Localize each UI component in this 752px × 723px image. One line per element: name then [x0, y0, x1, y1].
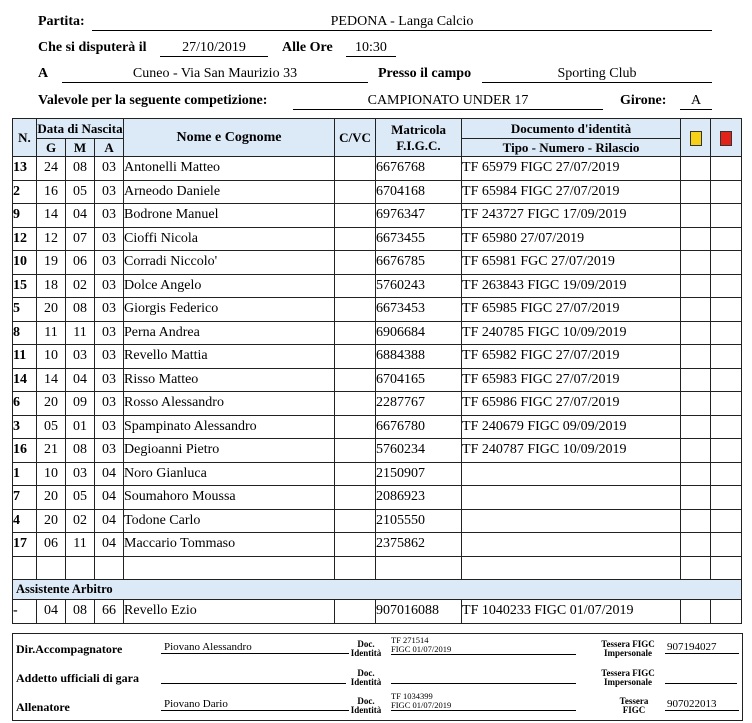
player-name: Bodrone Manuel: [124, 204, 335, 228]
birth-day: 10: [37, 462, 66, 486]
birth-month: 05: [66, 180, 95, 204]
player-documento: TF 65985 FIGC 27/07/2019: [462, 298, 681, 322]
player-number: 17: [13, 533, 37, 557]
table-row: [13, 439, 742, 463]
player-name: Cioffi Nicola: [124, 227, 335, 251]
player-matricola: 6676780: [376, 415, 462, 439]
assistente-yellow: [681, 600, 711, 624]
assistente-documento: TF 1040233 FIGC 01/07/2019: [462, 600, 681, 624]
player-matricola: 2086923: [376, 486, 462, 510]
assistente-m: 08: [66, 600, 95, 624]
birth-year: 04: [95, 509, 124, 533]
player-yellow-card-cell: [681, 180, 711, 204]
birth-month: 11: [66, 321, 95, 345]
birth-day: 24: [37, 157, 66, 181]
birth-year: 04: [95, 533, 124, 557]
birth-month: 03: [66, 462, 95, 486]
date-value: 27/10/2019: [160, 40, 268, 57]
player-documento: [462, 509, 681, 533]
birth-day: 19: [37, 251, 66, 275]
addetto-doc-label: Doc. Identità: [350, 668, 382, 687]
girone-label: Girone:: [620, 93, 667, 108]
birth-month: [66, 556, 95, 580]
player-red-card-cell: [711, 462, 742, 486]
ore-value: 10:30: [346, 40, 396, 57]
player-number: 12: [13, 227, 37, 251]
birth-month: 01: [66, 415, 95, 439]
player-red-card-cell: [711, 345, 742, 369]
player-number: 9: [13, 204, 37, 228]
player-name: Soumahoro Moussa: [124, 486, 335, 510]
player-documento: TF 65984 FIGC 27/07/2019: [462, 180, 681, 204]
assistente-n: -: [13, 600, 37, 624]
birth-year: 03: [95, 368, 124, 392]
player-cvc: [335, 204, 376, 228]
assistente-name: Revello Ezio: [124, 600, 335, 624]
player-yellow-card-cell: [681, 298, 711, 322]
player-number: 1: [13, 462, 37, 486]
player-name: Noro Gianluca: [124, 462, 335, 486]
birth-day: 16: [37, 180, 66, 204]
player-red-card-cell: [711, 533, 742, 557]
player-red-card-cell: [711, 509, 742, 533]
birth-year: [95, 556, 124, 580]
table-row: [13, 345, 742, 369]
birth-day: 20: [37, 392, 66, 416]
player-name: Risso Matteo: [124, 368, 335, 392]
table-row: [13, 321, 742, 345]
col-header-n: N.: [13, 119, 37, 157]
player-number: 6: [13, 392, 37, 416]
player-number: 13: [13, 157, 37, 181]
player-yellow-card-cell: [681, 439, 711, 463]
player-matricola: 2375862: [376, 533, 462, 557]
player-cvc: [335, 368, 376, 392]
player-yellow-card-cell: [681, 321, 711, 345]
birth-year: 03: [95, 227, 124, 251]
player-list-table: [12, 118, 742, 624]
table-row: [13, 251, 742, 275]
player-name: Corradi Niccolo': [124, 251, 335, 275]
birth-year: 03: [95, 157, 124, 181]
player-number: 11: [13, 345, 37, 369]
addetto-name: [161, 670, 346, 684]
table-row: [13, 180, 742, 204]
table-row: [13, 227, 742, 251]
col-header-data-nascita: Data di Nascita: [37, 119, 124, 139]
yellow-card-icon: [690, 131, 702, 146]
player-matricola: 6673455: [376, 227, 462, 251]
player-matricola: 6884388: [376, 345, 462, 369]
birth-year: 04: [95, 462, 124, 486]
player-name: Spampinato Alessandro: [124, 415, 335, 439]
player-cvc: [335, 157, 376, 181]
dir-accompagnatore-name: Piovano Alessandro: [161, 641, 349, 654]
ore-label: Alle Ore: [282, 40, 333, 55]
player-matricola: 6676768: [376, 157, 462, 181]
player-documento: [462, 462, 681, 486]
allenatore-doc-label: Doc. Identità: [350, 696, 382, 715]
player-documento: TF 263843 FIGC 19/09/2019: [462, 274, 681, 298]
birth-day: 05: [37, 415, 66, 439]
player-name: Antonelli Matteo: [124, 157, 335, 181]
player-red-card-cell: [711, 368, 742, 392]
player-yellow-card-cell: [681, 556, 711, 580]
table-row: [13, 204, 742, 228]
staff-section: [12, 633, 743, 721]
col-header-g: G: [37, 139, 66, 157]
birth-month: 07: [66, 227, 95, 251]
birth-day: 18: [37, 274, 66, 298]
player-documento: TF 240785 FIGC 10/09/2019: [462, 321, 681, 345]
player-yellow-card-cell: [681, 251, 711, 275]
birth-day: 21: [37, 439, 66, 463]
birth-month: 08: [66, 298, 95, 322]
matricola-line-2: F.I.G.C.: [396, 137, 441, 153]
player-documento: TF 240679 FIGC 09/09/2019: [462, 415, 681, 439]
allenatore-tessera-value: 907022013: [665, 698, 739, 711]
col-header-red-card: [711, 119, 742, 157]
birth-month: 09: [66, 392, 95, 416]
matricola-line-1: Matricola: [391, 121, 446, 137]
player-yellow-card-cell: [681, 462, 711, 486]
player-matricola: 6676785: [376, 251, 462, 275]
table-row: [13, 462, 742, 486]
birth-month: 04: [66, 368, 95, 392]
location-value: Cuneo - Via San Maurizio 33: [62, 66, 368, 83]
player-red-card-cell: [711, 180, 742, 204]
dir-accompagnatore-label: Dir.Accompagnatore: [16, 642, 123, 656]
player-number: [13, 556, 37, 580]
player-name: Arneodo Daniele: [124, 180, 335, 204]
table-row: [13, 533, 742, 557]
competizione-value: CAMPIONATO UNDER 17: [293, 93, 603, 110]
player-yellow-card-cell: [681, 415, 711, 439]
table-row: [13, 298, 742, 322]
assistente-section-label: Assistente Arbitro: [13, 580, 742, 600]
birth-day: 14: [37, 368, 66, 392]
player-number: 8: [13, 321, 37, 345]
player-matricola: 5760243: [376, 274, 462, 298]
assistente-matricola: 907016088: [376, 600, 462, 624]
dir-doc-label: Doc. Identità: [350, 639, 382, 658]
player-documento: TF 243727 FIGC 17/09/2019: [462, 204, 681, 228]
player-red-card-cell: [711, 415, 742, 439]
birth-year: 03: [95, 274, 124, 298]
assistente-g: 04: [37, 600, 66, 624]
player-cvc: [335, 556, 376, 580]
birth-day: 10: [37, 345, 66, 369]
partita-value: PEDONA - Langa Calcio: [92, 14, 712, 31]
partita-label: Partita:: [38, 14, 85, 29]
table-row: [13, 157, 742, 181]
player-red-card-cell: [711, 392, 742, 416]
location-label: A: [38, 66, 49, 81]
birth-day: 12: [37, 227, 66, 251]
player-matricola: 5760234: [376, 439, 462, 463]
player-cvc: [335, 251, 376, 275]
player-yellow-card-cell: [681, 157, 711, 181]
player-documento: [462, 533, 681, 557]
player-yellow-card-cell: [681, 533, 711, 557]
date-label: Che si disputerà il: [38, 40, 147, 55]
birth-day: 20: [37, 298, 66, 322]
assistente-a: 66: [95, 600, 124, 624]
player-red-card-cell: [711, 227, 742, 251]
player-documento: TF 65979 FIGC 27/07/2019: [462, 157, 681, 181]
dir-tessera-value: 907194027: [665, 641, 739, 654]
addetto-label: Addetto ufficiali di gara: [16, 671, 139, 685]
player-name: Dolce Angelo: [124, 274, 335, 298]
allenatore-label: Allenatore: [16, 700, 70, 714]
player-yellow-card-cell: [681, 509, 711, 533]
player-red-card-cell: [711, 439, 742, 463]
player-number: 16: [13, 439, 37, 463]
birth-month: 08: [66, 157, 95, 181]
col-header-a: A: [95, 139, 124, 157]
player-red-card-cell: [711, 321, 742, 345]
player-cvc: [335, 486, 376, 510]
birth-month: 03: [66, 345, 95, 369]
player-red-card-cell: [711, 251, 742, 275]
player-matricola: [376, 556, 462, 580]
table-row: [13, 392, 742, 416]
player-number: 7: [13, 486, 37, 510]
player-number: 15: [13, 274, 37, 298]
player-matricola: 6906684: [376, 321, 462, 345]
player-documento: TF 65986 FIGC 27/07/2019: [462, 392, 681, 416]
player-matricola: 6704165: [376, 368, 462, 392]
player-documento: TF 240787 FIGC 10/09/2019: [462, 439, 681, 463]
player-cvc: [335, 274, 376, 298]
campo-label: Presso il campo: [378, 66, 472, 81]
player-cvc: [335, 345, 376, 369]
player-cvc: [335, 439, 376, 463]
player-name: [124, 556, 335, 580]
col-header-documento: Documento d'identità: [462, 119, 681, 139]
assistente-cvc: [335, 600, 376, 624]
player-documento: TF 65981 FGC 27/07/2019: [462, 251, 681, 275]
red-card-icon: [720, 131, 732, 146]
col-header-cvc: C/VC: [335, 119, 376, 157]
assistente-red: [711, 600, 742, 624]
assistente-row: [13, 600, 742, 624]
player-cvc: [335, 509, 376, 533]
player-matricola: 2287767: [376, 392, 462, 416]
dir-doc-value: TF 271514 FIGC 01/07/2019: [391, 636, 576, 655]
player-red-card-cell: [711, 274, 742, 298]
table-row: [13, 556, 742, 580]
player-number: 4: [13, 509, 37, 533]
col-header-m: M: [66, 139, 95, 157]
birth-day: 20: [37, 486, 66, 510]
player-documento: TF 65980 27/07/2019: [462, 227, 681, 251]
player-name: Revello Mattia: [124, 345, 335, 369]
player-cvc: [335, 321, 376, 345]
table-row: [13, 415, 742, 439]
player-number: 5: [13, 298, 37, 322]
player-cvc: [335, 415, 376, 439]
birth-month: 08: [66, 439, 95, 463]
addetto-tessera-value: [665, 670, 737, 684]
birth-month: 11: [66, 533, 95, 557]
birth-day: 11: [37, 321, 66, 345]
allenatore-doc-value: TF 1034399 FIGC 01/07/2019: [391, 692, 576, 711]
birth-year: 03: [95, 345, 124, 369]
player-number: 3: [13, 415, 37, 439]
player-cvc: [335, 227, 376, 251]
player-yellow-card-cell: [681, 392, 711, 416]
player-documento: [462, 486, 681, 510]
player-name: Giorgis Federico: [124, 298, 335, 322]
addetto-doc-value: [391, 670, 576, 684]
player-red-card-cell: [711, 204, 742, 228]
dir-tessera-label: Tessera FIGC Impersonale: [601, 639, 655, 658]
player-matricola: 6704168: [376, 180, 462, 204]
player-yellow-card-cell: [681, 204, 711, 228]
girone-value: A: [680, 93, 712, 110]
col-header-nome: Nome e Cognome: [124, 119, 335, 157]
allenatore-name: Piovano Dario: [161, 698, 349, 711]
player-number: 14: [13, 368, 37, 392]
col-header-yellow-card: [681, 119, 711, 157]
birth-year: 03: [95, 415, 124, 439]
player-yellow-card-cell: [681, 486, 711, 510]
player-yellow-card-cell: [681, 227, 711, 251]
player-cvc: [335, 298, 376, 322]
birth-year: 04: [95, 486, 124, 510]
birth-day: 06: [37, 533, 66, 557]
allenatore-tessera-label: Tessera FIGC: [619, 696, 649, 715]
player-red-card-cell: [711, 556, 742, 580]
birth-year: 03: [95, 180, 124, 204]
birth-month: 04: [66, 204, 95, 228]
player-cvc: [335, 392, 376, 416]
birth-month: 06: [66, 251, 95, 275]
player-cvc: [335, 462, 376, 486]
col-header-matricola: [376, 119, 462, 157]
birth-year: 03: [95, 298, 124, 322]
col-header-tipo: Tipo - Numero - Rilascio: [462, 139, 681, 157]
player-red-card-cell: [711, 298, 742, 322]
birth-month: 05: [66, 486, 95, 510]
player-red-card-cell: [711, 486, 742, 510]
player-documento: TF 65983 FIGC 27/07/2019: [462, 368, 681, 392]
table-row: [13, 368, 742, 392]
birth-month: 02: [66, 509, 95, 533]
player-cvc: [335, 180, 376, 204]
table-row: [13, 509, 742, 533]
player-yellow-card-cell: [681, 274, 711, 298]
campo-value: Sporting Club: [482, 66, 712, 83]
table-row: [13, 274, 742, 298]
birth-month: 02: [66, 274, 95, 298]
player-red-card-cell: [711, 157, 742, 181]
player-name: Maccario Tommaso: [124, 533, 335, 557]
player-name: Degioanni Pietro: [124, 439, 335, 463]
player-yellow-card-cell: [681, 368, 711, 392]
birth-year: 03: [95, 439, 124, 463]
player-name: Perna Andrea: [124, 321, 335, 345]
match-header: [0, 0, 752, 118]
player-matricola: 2150907: [376, 462, 462, 486]
player-documento: [462, 556, 681, 580]
birth-year: 03: [95, 251, 124, 275]
addetto-tessera-label: Tessera FIGC Impersonale: [601, 668, 655, 687]
player-number: 10: [13, 251, 37, 275]
player-name: Todone Carlo: [124, 509, 335, 533]
birth-day: 14: [37, 204, 66, 228]
player-matricola: 2105550: [376, 509, 462, 533]
player-name: Rosso Alessandro: [124, 392, 335, 416]
birth-year: 03: [95, 204, 124, 228]
table-row: [13, 486, 742, 510]
player-yellow-card-cell: [681, 345, 711, 369]
player-number: 2: [13, 180, 37, 204]
player-matricola: 6976347: [376, 204, 462, 228]
player-matricola: 6673453: [376, 298, 462, 322]
player-documento: TF 65982 FIGC 27/07/2019: [462, 345, 681, 369]
birth-year: 03: [95, 392, 124, 416]
birth-day: 20: [37, 509, 66, 533]
player-cvc: [335, 533, 376, 557]
birth-year: 03: [95, 321, 124, 345]
competizione-label: Valevole per la seguente competizione:: [38, 93, 268, 108]
birth-day: [37, 556, 66, 580]
